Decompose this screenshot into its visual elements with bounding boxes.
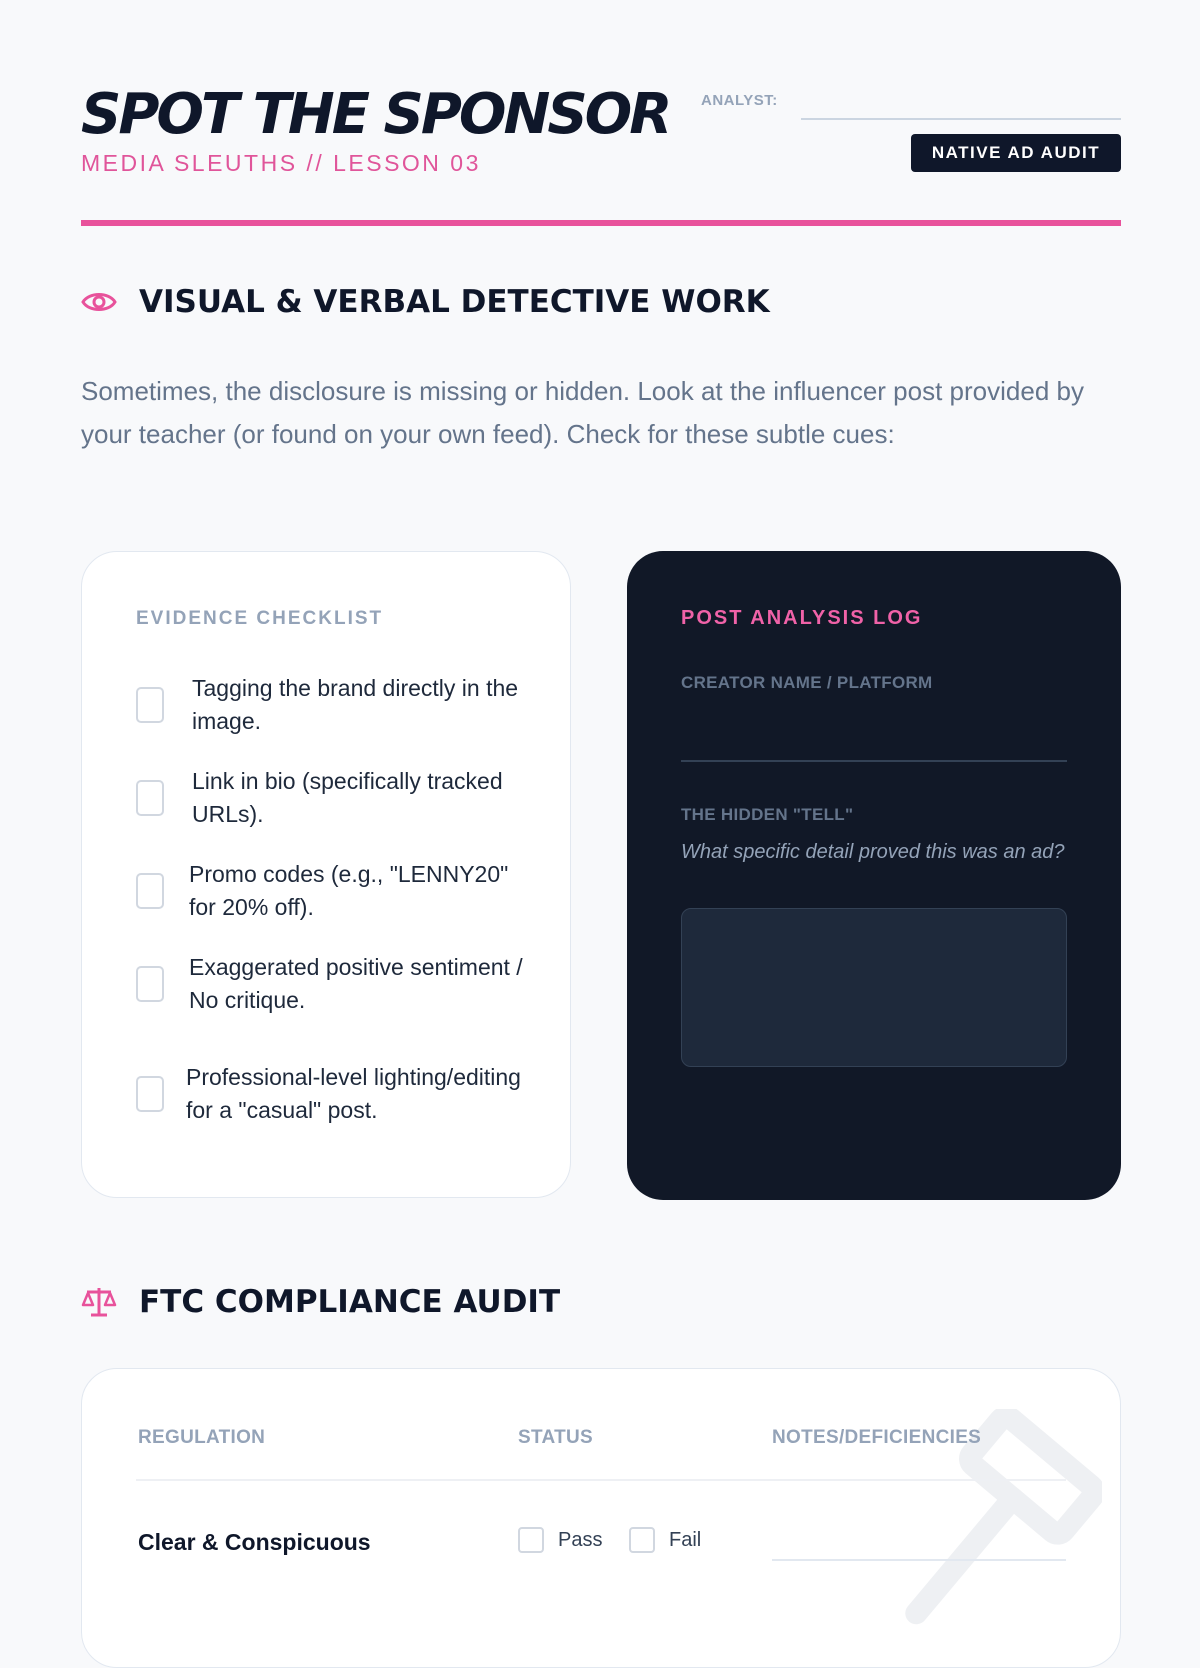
page-title: SPOT THE SPONSOR <box>81 82 670 147</box>
checkbox[interactable] <box>136 687 164 723</box>
checklist-item-label: Exaggerated positive sentiment / No critique. <box>189 954 523 1013</box>
checklist-item-label: Tagging the brand directly in the image. <box>192 675 519 734</box>
checkbox[interactable] <box>136 873 164 909</box>
eye-icon <box>81 288 117 316</box>
header-divider <box>81 220 1121 226</box>
audit-badge: NATIVE AD AUDIT <box>911 134 1121 172</box>
checklist <box>136 672 526 1143</box>
hidden-tell-textarea[interactable] <box>681 908 1067 1067</box>
checklist-label: EVIDENCE CHECKLIST <box>136 608 384 629</box>
checklist-item-label: Link in bio (specifically tracked URLs). <box>192 768 503 827</box>
section-heading: FTC COMPLIANCE AUDIT <box>139 1284 561 1320</box>
intro-paragraph: Sometimes, the disclosure is missing or hidden. Look at the influencer post provided by your teacher (or found on your own feed). Check for these subtle cues: <box>81 376 1084 449</box>
checklist-item-label: Promo codes (e.g., "LENNY20" for 20% off). <box>189 861 509 920</box>
analyst-label: ANALYST: <box>701 92 778 109</box>
creator-label: CREATOR NAME / PLATFORM <box>681 673 933 692</box>
log-title: POST ANALYSIS LOG <box>681 607 923 629</box>
notes-field[interactable] <box>772 1559 1066 1561</box>
column-header-notes: NOTES/DEFICIENCIES <box>772 1427 982 1448</box>
section-ftc-audit <box>81 1284 560 1320</box>
column-header-regulation: REGULATION <box>138 1427 266 1448</box>
section-heading: VISUAL & VERBAL DETECTIVE WORK <box>139 284 770 320</box>
checklist-item-label: Professional-level lighting/editing for a "casual" post. <box>186 1063 521 1123</box>
page-subtitle: MEDIA SLEUTHS // LESSON 03 <box>81 150 481 176</box>
evidence-checklist-card <box>81 551 571 1198</box>
checklist-item[interactable] <box>136 1044 526 1143</box>
checklist-item[interactable] <box>136 858 526 924</box>
hidden-tell-label: THE HIDDEN "TELL" <box>681 805 854 824</box>
scale-icon <box>81 1285 117 1319</box>
checkbox[interactable] <box>136 780 164 816</box>
table-row-regulation: Clear & Conspicuous <box>138 1529 371 1555</box>
column-header-status: STATUS <box>518 1427 593 1448</box>
checklist-item[interactable] <box>136 951 526 1017</box>
checklist-item[interactable] <box>136 672 526 738</box>
pass-checkbox[interactable] <box>518 1527 544 1553</box>
creator-name-field[interactable] <box>681 760 1067 762</box>
header <box>81 80 1121 180</box>
checkbox[interactable] <box>136 966 164 1002</box>
fail-checkbox[interactable] <box>629 1527 655 1553</box>
ftc-audit-card <box>81 1368 1121 1668</box>
fail-label: Fail <box>669 1528 702 1551</box>
section-detective-work <box>81 284 770 320</box>
pass-label: Pass <box>558 1528 603 1551</box>
post-analysis-log-card <box>627 551 1121 1200</box>
hidden-tell-hint: What specific detail proved this was an ad? <box>681 841 1065 863</box>
analyst-name-field[interactable] <box>801 118 1121 120</box>
status-pass-option[interactable] <box>518 1527 602 1553</box>
checkbox[interactable] <box>136 1076 164 1112</box>
status-fail-option[interactable] <box>629 1527 701 1553</box>
table-header-divider <box>136 1479 1066 1481</box>
checklist-item[interactable] <box>136 765 526 831</box>
